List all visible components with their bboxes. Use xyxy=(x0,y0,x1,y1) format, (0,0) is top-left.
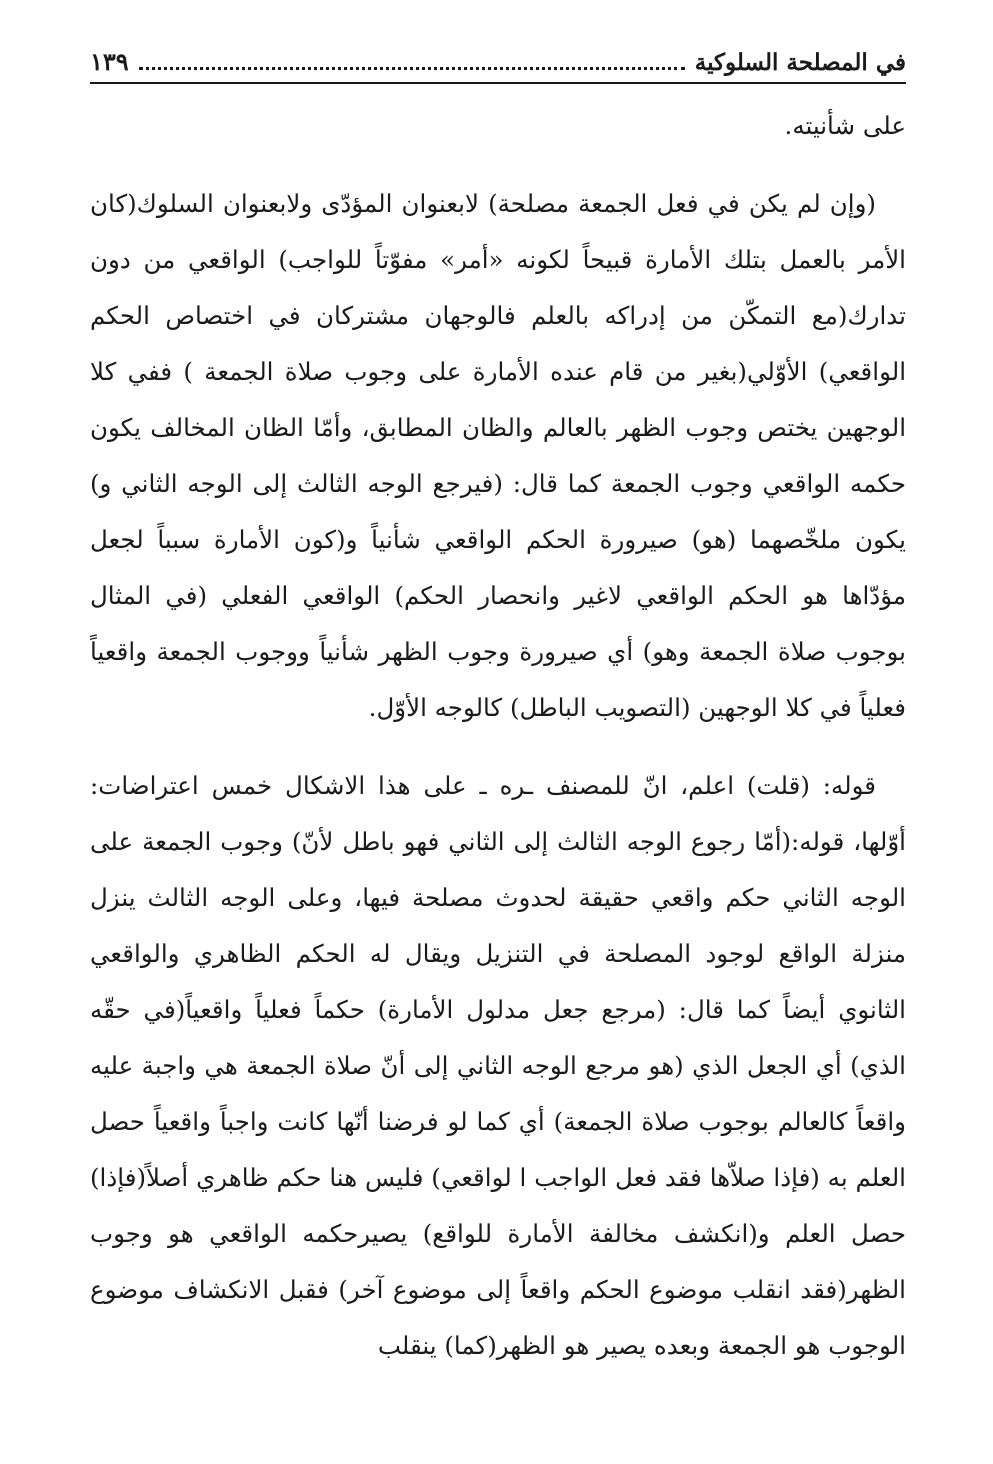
book-page xyxy=(90,36,906,1436)
leader-dots xyxy=(139,65,685,70)
paragraph-2: (وإن لم يكن في فعل الجمعة مصلحة) لابعنوان المؤدّى ولابعنوان السلوك(كان الأمر بالعمل بتلك الأمارة قبيحاً لكونه «أمر» مفوّتاً للواجب) الواقعي من دون تدارك(مع التمكّن من إدراكه بالعلم فالوجهان مشتركان في اختصاص الحكم الواقعي) الأوّلي(بغير من قام عنده الأمارة على وجوب صلاة الجمعة ) ففي كلا الوجهين يختص وجوب الظهر بالعالم والظان المطابق، وأمّا الظان المخالف يكون حكمه الواقعي وجوب الجمعة كما قال: (فيرجع الوجه الثالث إلى الوجه الثاني و) يكون ملخّصهما (هو) صيرورة الحكم الواقعي شأنياً و(كون الأمارة سبباً لجعل مؤدّاها هو الحكم الواقعي لاغير وانحصار الحكم) الواقعي الفعلي (في المثال بوجوب صلاة الجمعة وهو) أي صيرورة وجوب الظهر شأنياً ووجوب الجمعة واقعياً فعلياً في كلا الوجهين (التصويب الباطل) كالوجه الأوّل. xyxy=(90,189,906,722)
page-header xyxy=(90,36,906,84)
body-text xyxy=(90,98,906,1374)
paragraph-1: على شأنيته. xyxy=(784,111,906,140)
paragraph-3: قوله: (قلت) اعلم، انّ للمصنف ـره ـ على هذا الاشكال خمس اعتراضات: أوّلها، قوله:(أمّا رجوع الوجه الثالث إلى الثاني فهو باطل لأنّ) وجوب الجمعة على الوجه الثاني حكم واقعي حقيقة لحدوث مصلحة فيها، وعلى الوجه الثالث ينزل منزلة الواقع لوجود المصلحة في التنزيل ويقال له الحكم الظاهري والواقعي الثانوي أيضاً كما قال: (مرجع جعل مدلول الأمارة) حكماً فعلياً واقعياً(في حقّه الذي) أي الجعل الذي (هو مرجع الوجه الثاني إلى أنّ صلاة الجمعة هي واجبة عليه واقعاً كالعالم بوجوب صلاة الجمعة) أي كما لو فرضنا أنّها كانت واجباً واقعياً حصل العلم به (فإذا صلاّها فقد فعل الواجب ا لواقعي) فليس هنا حكم ظاهري أصلاً(فإذا) حصل العلم و(انكشف مخالفة الأمارة للواقع) يصيرحكمه الواقعي هو وجوب الظهر(فقد انقلب موضوع الحكم واقعاً إلى موضوع آخر) فقبل الانكشاف موضوع الوجوب هو الجمعة وبعده يصير هو الظهر(كما) ينقلب xyxy=(90,771,906,1360)
running-title: في المصلحة السلوكية xyxy=(694,49,906,76)
page-number: ١٣٩ xyxy=(90,47,129,76)
